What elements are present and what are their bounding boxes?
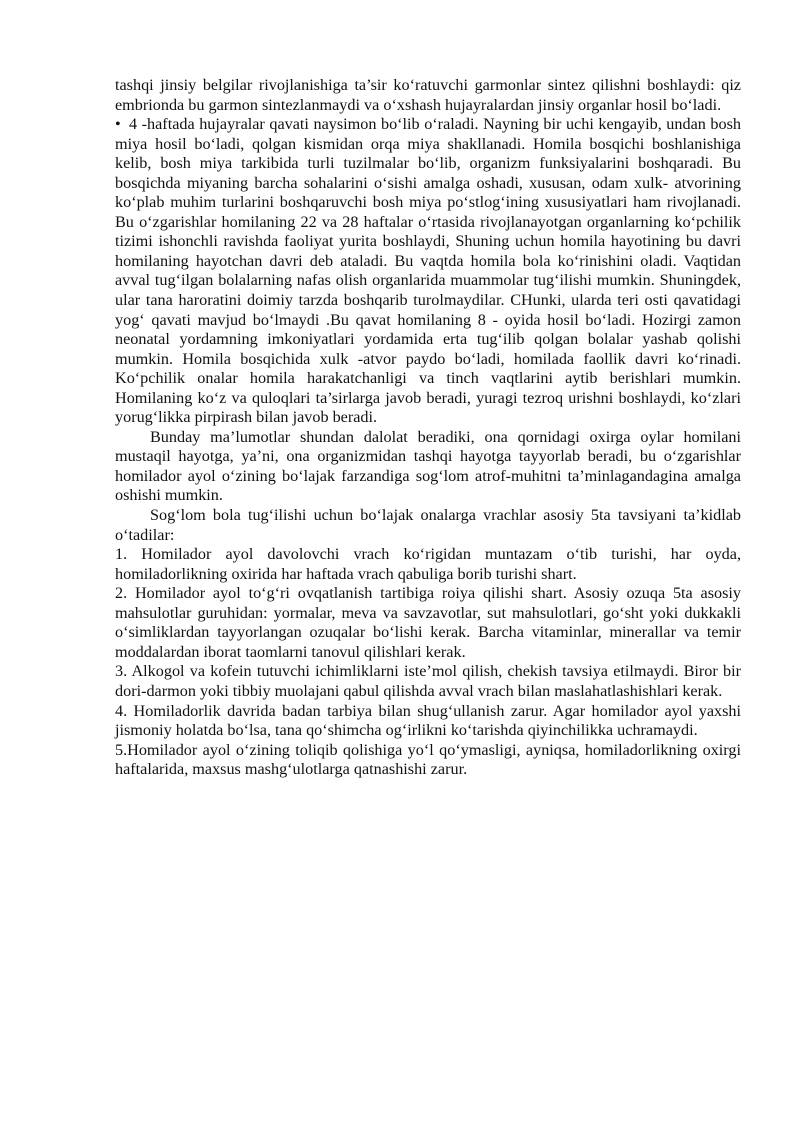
list-item-recommendation-4: 4. Homiladorlik davrida badan tarbiya bilan shug‘ullanish zarur. Agar homilador ayol yaxshi jismoniy holatda bo‘lsa, tana qo‘shimcha og‘irlikni ko‘tarishda qiyinchilikka uchramaydi. (115, 701, 741, 740)
paragraph-recommendations-intro: Sog‘lom bola tug‘ilishi uchun bo‘lajak onalarga vrachlar asosiy 5ta tavsiyani ta’kidlab o‘tadilar: (115, 506, 741, 544)
bullet-icon: • (115, 115, 121, 134)
list-item-recommendation-2: 2. Homilador ayol to‘g‘ri ovqatlanish tartibiga roiya qilishi shart. Asosiy ozuqa 5ta asosiy mahsulotlar guruhidan: yormalar, meva va savzavotlar, sut mahsulotlari, go‘sht yoki dukkakli o‘simliklardan tayyorlangan ozuqalar bo‘lishi kerak. Barcha vitaminlar, minerallar va temir moddalardan iborat taomlarni tanovul qilishlari kerak. (115, 584, 741, 661)
paragraph-sex-hormones: tashqi jinsiy belgilar rivojlanishiga ta’sir ko‘ratuvchi garmonlar sintez qilishni boshlaydi: qiz embrionda bu garmon sintezlanmaydi va o‘xshash hujayralardan jinsiy organlar hosil bo‘ladi. (115, 76, 741, 114)
paragraph-week-4-development (115, 115, 741, 428)
list-item-recommendation-5: 5.Homilador ayol o‘zining toliqib qolishiga yo‘l qo‘ymasligi, ayniqsa, homiladorlikning oxirgi haftalarida, maxsus mashg‘ulotlarga qatnashishi zarur. (115, 740, 741, 779)
paragraph-conclusion: Bunday ma’lumotlar shundan dalolat beradiki, ona qornidagi oxirga oylar homilani mustaqil hayotga, ya’ni, ona organizmidan tashqi hayotga tayyorlab beradi, bu o‘zgarishlar homilador ayol o‘zining bo‘lajak farzandiga sog‘lom atrof-muhitni ta’minlagandagina amalga oshishi mumkin. (115, 427, 741, 505)
list-item-recommendation-1: 1. Homilador ayol davolovchi vrach ko‘rigidan muntazam o‘tib turishi, har oyda, homiladorlikning oxirida har haftada vrach qabuliga borib turishi shart. (115, 545, 741, 583)
paragraph-week-4-text: 4 -haftada hujayralar qavati naysimon bo‘lib o‘raladi. Nayning bir uchi kengayib, undan bosh miya hosil bo‘ladi, qolgan kismidan orqa miya shakllanadi. Homila bosqichi boshlanishiga kelib, bosh miya tarkibida turli tuzilmalar bo‘lib, organizm funksiyalarini boshqaradi. Bu bosqichda miyaning barcha sohalarini o‘sishi amalga oshadi, xususan, odam xulk- atvorining ko‘plab muhim turlarini boshqaruvchi bosh miya po‘stlog‘ining xususiyatlari ham rivojlanadi. Bu o‘zgarishlar homilaning 22 va 28 haftalar o‘rtasida rivojlanayotgan organlarning ko‘pchilik tizimi ishonchli ravishda faoliyat yurita boshlaydi, Shuning uchun homila hayotining bu davri homilaning hayotchan davri deb ataladi. Bu vaqtda homila bola ko‘rinishini oladi. Vaqtidan avval tug‘ilgan bolalarning nafas olish organlarida muammolar tug‘ilishi mumkin. Shuningdek, ular tana haroratini doimiy tarzda boshqarib turolmaydilar. CHunki, ularda teri osti qavatidagi yog‘ qavati mavjud bo‘lmaydi .Bu qavat homilaning 8 - oyida hosil bo‘ladi. Hozirgi zamon neonatal yordamning imkoniyatlari yordamida erta tug‘ilib qolgan bolalar yashab qolishi mumkin. Homila bosqichida xulk -atvor paydo bo‘ladi, homilada faollik davri ko‘rinadi. Ko‘pchilik onalar homila harakatchanligi va tinch vaqtlarini aytib berishlari mumkin. Homilaning ko‘z va quloqlari ta’sirlarga javob beradi, yuragi tezroq urishni boshlaydi, ko‘zlari yorug‘likka pirpirash bilan javob beradi. (115, 115, 741, 427)
list-item-recommendation-3: 3. Alkogol va kofein tutuvchi ichimliklarni iste’mol qilish, chekish tavsiya etilmaydi. Biror bir dori-darmon yoki tibbiy muolajani qabul qilishda avval vrach bilan maslahatlashishlari kerak. (115, 662, 741, 700)
document-page (115, 76, 741, 780)
